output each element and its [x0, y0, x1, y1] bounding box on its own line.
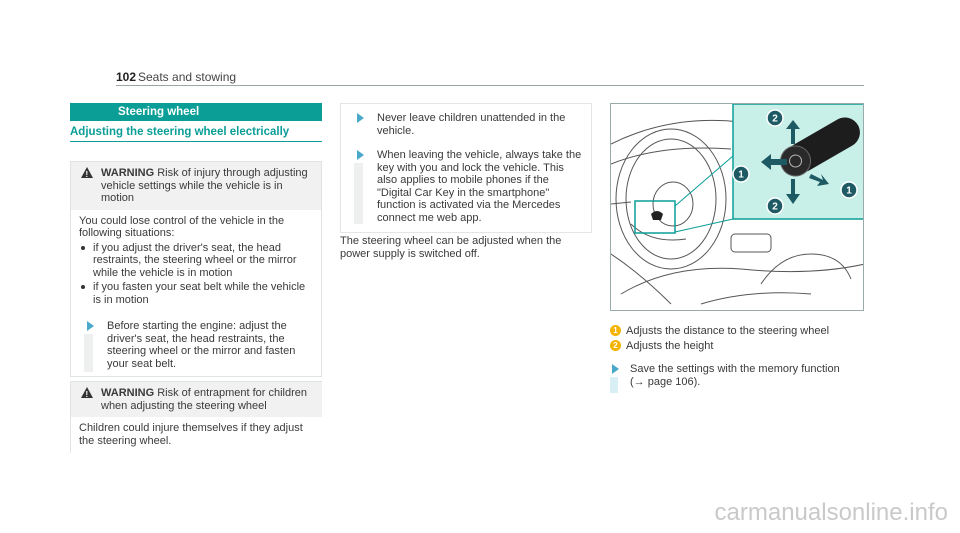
warning-header: [71, 162, 321, 210]
action-bar: [84, 334, 93, 372]
warning-box-entrapment: [70, 381, 322, 453]
list-item-text: if you fasten your seat belt while the vehicle is in motion: [93, 281, 306, 306]
warning-box-injury: [70, 161, 322, 377]
warning-label: WARNING: [101, 387, 155, 399]
warning-body: Children could injure themselves if they adjust the steering wheel.: [79, 422, 303, 447]
page-number: 102: [116, 70, 137, 84]
steering-wheel-figure: [610, 103, 864, 311]
note-text: Never leave children unattended in the vehicle.: [377, 112, 566, 137]
watermark: carmanualsonline.info: [714, 499, 948, 526]
save-action-text: Save the settings with the memory function: [630, 363, 840, 375]
action-bar: [354, 163, 363, 224]
legend-item-2: [610, 340, 713, 353]
list-item: [79, 242, 313, 280]
warning-intro: You could lose control of the vehicle in the following situations:: [79, 214, 285, 239]
warning-body: [71, 210, 321, 377]
save-action-step: [610, 363, 864, 388]
note-item: [349, 112, 583, 137]
bullet-icon: [81, 246, 85, 250]
header-rule: [116, 85, 864, 86]
warning-title: Risk of injury through adjusting vehicle settings while the vehicle is in motion: [101, 167, 308, 204]
legend-text: Adjusts the distance to the steering wheel: [626, 325, 830, 337]
action-bar: [610, 377, 618, 393]
subheading-rule: [70, 141, 322, 142]
callout-1-left: 1: [738, 169, 744, 181]
warning-header: [71, 382, 322, 417]
callout-1-right: 1: [846, 185, 852, 197]
list-item-text: if you adjust the driver's seat, the head restraints, the steering wheel or the mirror while the vehicle is in motion: [93, 241, 297, 279]
legend-text: Adjusts the height: [626, 340, 714, 352]
action-text: Before starting the engine: adjust the driver's seat, the head restraints, the steering wheel or the mirror and fasten your seat belt.: [107, 320, 296, 370]
action-arrow-icon: [612, 364, 619, 374]
page-reference[interactable]: (→ page 106).: [630, 375, 701, 388]
steering-wheel-illustration: [611, 104, 864, 311]
notes-box: [340, 103, 592, 233]
action-arrow-icon: [357, 113, 364, 123]
section-title: Steering wheel: [70, 103, 322, 121]
warning-icon: !: [81, 167, 93, 178]
warning-label: WARNING: [101, 167, 155, 179]
power-note: The steering wheel can be adjusted when the power supply is switched off.: [340, 235, 562, 260]
callout-2-top: 2: [772, 113, 778, 125]
warning-icon: !: [81, 387, 93, 398]
action-arrow-icon: [87, 321, 94, 331]
subheading: Adjusting the steering wheel electrically: [70, 126, 290, 138]
action-arrow-icon: [357, 150, 364, 160]
bullet-icon: [81, 285, 85, 289]
list-item: [79, 281, 313, 306]
running-header: Seats and stowing: [138, 70, 237, 84]
note-text: When leaving the vehicle, always take the key with you and lock the vehicle. This also applies to mobile phones if the "Digital Car Key in the smartphone" function is activated via the Mercedes connect me web app.: [377, 149, 582, 224]
note-item: [349, 149, 583, 224]
action-step: [79, 320, 313, 370]
callout-badge: 2: [610, 340, 621, 351]
warning-title: Risk of entrapment for children when adjusting the steering wheel: [101, 387, 308, 412]
legend-item-1: [610, 325, 829, 338]
callout-badge: 1: [610, 325, 621, 336]
callout-2-bottom: 2: [772, 201, 778, 213]
